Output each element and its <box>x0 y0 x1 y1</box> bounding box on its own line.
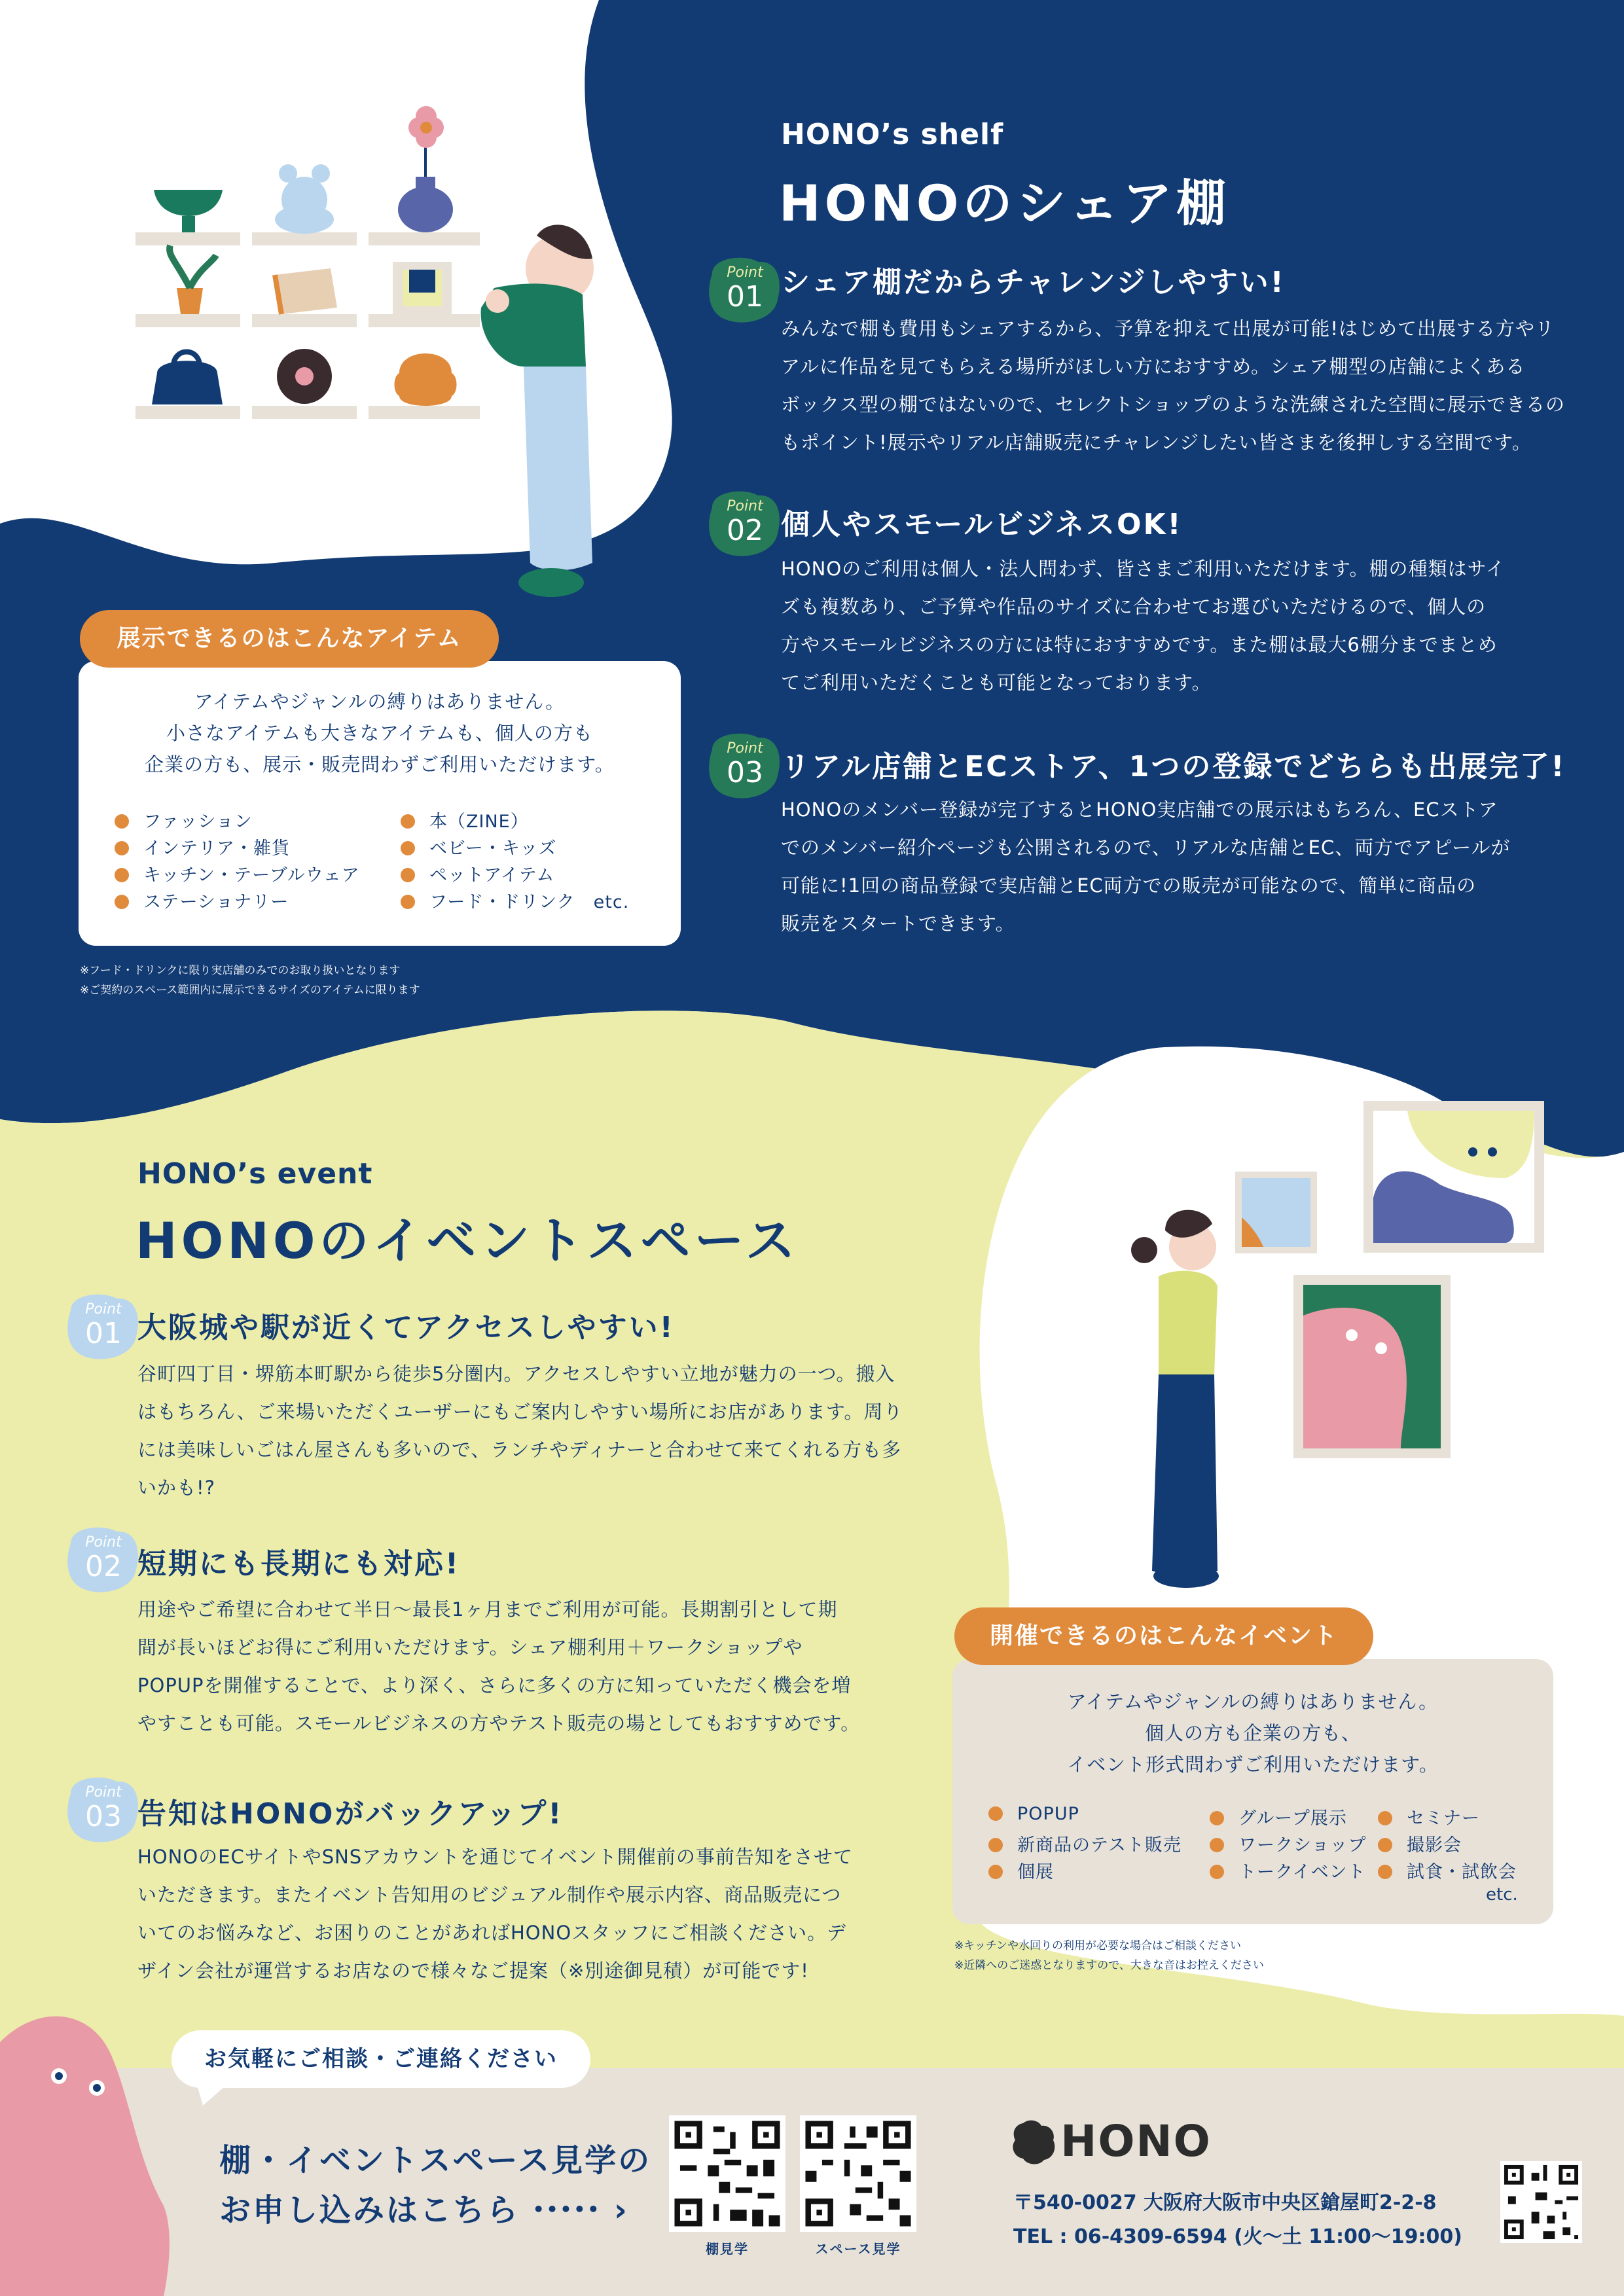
event-eyebrow: HONO’s event <box>137 1157 373 1191</box>
item-bullet: フード・ドリンク etc. <box>401 888 629 913</box>
badge-word: Point <box>727 264 763 281</box>
body-line: HONOのご利用は個人・法人問わず、皆さまご利用いただけます。棚の種類はサイ <box>781 558 1506 580</box>
qr-icon <box>1500 2161 1582 2243</box>
badge-number: 03 <box>85 1800 122 1833</box>
event-point-01-heading: 大阪城や駅が近くてアクセスしやすい! <box>137 1311 675 1344</box>
event-bullet: 個展 <box>988 1857 1054 1883</box>
item-bullet: インテリア・雑貨 <box>115 834 290 859</box>
shelf-point-03-heading: リアル店舗とECストア、1つの登録でどちらも出展完了! <box>781 750 1566 783</box>
intro-line: イベント形式問わずご利用いただけます。 <box>1067 1753 1439 1776</box>
event-bullet: POPUP <box>988 1804 1079 1824</box>
shelf-point-03-body <box>781 791 1586 942</box>
qr-icon <box>800 2115 916 2232</box>
shelf-point-03-badge <box>706 730 784 802</box>
qr-code-space[interactable] <box>800 2115 916 2232</box>
shelf-point-02-badge <box>706 488 784 560</box>
intro-line: アイテムやジャンルの縛りはありません。 <box>194 691 566 713</box>
cta-line2: お申し込みはこちら <box>219 2192 520 2229</box>
body-line: ザイン会社が運営するお店なので様々なご提案（※別途御見積）が可能です! <box>137 1960 809 1982</box>
badge-number: 03 <box>727 756 763 789</box>
qr1-caption: 棚見学 <box>706 2241 749 2257</box>
cta-line1: 棚・イベントスペース見学の <box>219 2142 652 2179</box>
shelf-point-01-heading: シェア棚だからチャレンジしやすい! <box>781 266 1286 299</box>
event-point-02-heading: 短期にも長期にも対応! <box>137 1547 461 1581</box>
badge-word: Point <box>727 740 763 757</box>
qr-code-shelf[interactable] <box>669 2115 785 2232</box>
item-bullet: ペットアイテム <box>401 861 554 886</box>
note-line: ※フード・ドリンクに限り実店舗のみでのお取り扱いとなります <box>80 964 401 977</box>
body-line: 販売をスタートできます。 <box>781 912 1015 935</box>
brand-logo <box>1010 2116 1212 2168</box>
body-line: HONOのECサイトやSNSアカウントを通じてイベント開催前の事前告知をさせて <box>137 1846 853 1868</box>
items-pill: 展示できるのはこんなアイテム <box>80 610 499 668</box>
intro-line: アイテムやジャンルの縛りはありません。 <box>1067 1691 1439 1713</box>
event-point-03-heading: 告知はHONOがバックアップ! <box>137 1797 564 1831</box>
event-point-01-body <box>137 1355 943 1507</box>
body-line: いただきます。またイベント告知用のビジュアル制作や展示内容、商品販売につ <box>137 1884 842 1906</box>
body-line: てご利用いただくことも可能となっております。 <box>781 672 1212 694</box>
event-point-02-badge <box>64 1524 143 1596</box>
shelf-notes <box>80 961 420 1000</box>
body-line: 谷町四丁目・堺筋本町駅から徒歩5分圏内。アクセスしやすい立地が魅力の一つ。搬入 <box>137 1363 895 1385</box>
arrow-icon: › <box>613 2192 629 2229</box>
hono-logo-icon <box>1010 2118 1057 2165</box>
badge-word: Point <box>85 1534 122 1551</box>
brand-name: HONO <box>1060 2116 1212 2166</box>
body-line: でのメンバー紹介ページも公開されるので、リアルな店舗とEC、両方でアピールが <box>781 836 1511 859</box>
badge-word: Point <box>85 1784 122 1801</box>
badge-number: 01 <box>85 1317 122 1350</box>
body-line: 間が長いほどお得にご利用いただけます。シェア棚利用＋ワークショップや <box>137 1636 803 1659</box>
contact-bubble-text: お気軽にご相談・ご連絡ください <box>204 2046 558 2072</box>
body-line: はもちろん、ご来場いただくユーザーにもご案内しやすい場所にお店があります。周り <box>137 1401 903 1423</box>
events-pill: 開催できるのはこんなイベント <box>954 1607 1373 1665</box>
qr2-caption: スペース見学 <box>815 2241 901 2257</box>
body-line: HONOのメンバー登録が完了するとHONO実店舗での展示はもちろん、ECストア <box>781 798 1498 821</box>
badge-number: 01 <box>727 280 763 314</box>
event-point-03-body <box>137 1838 943 1990</box>
event-point-03-badge <box>64 1774 143 1846</box>
body-line: やすことも可能。スモールビジネスの方やテスト販売の場としてもおすすめです。 <box>137 1712 861 1734</box>
address: 〒540-0027 大阪府大阪市中央区鎗屋町2-2-8 <box>1013 2191 1437 2214</box>
body-line: 方やスモールビジネスの方には特におすすめです。また棚は最大6棚分までまとめ <box>781 634 1498 656</box>
event-bullet: グループ展示 <box>1210 1804 1347 1829</box>
body-line: いてのお悩みなど、お困りのことがあればHONOスタッフにご相談ください。デ <box>137 1922 847 1944</box>
body-line: アルに作品を見てもらえる場所がほしい方におすすめ。シェア棚型の店舗によくある <box>781 355 1526 378</box>
note-line: ※ご契約のスペース範囲内に展示できるサイズのアイテムに限ります <box>80 984 420 997</box>
item-bullet: 本（ZINE） <box>401 807 529 833</box>
shelf-point-02-body <box>781 550 1586 702</box>
intro-line: 個人の方も企業の方も、 <box>1144 1722 1361 1744</box>
event-bullet: 撮影会 <box>1378 1831 1462 1856</box>
badge-word: Point <box>727 498 763 514</box>
shelf-point-02-heading: 個人やスモールビジネスOK! <box>781 508 1183 541</box>
badge-number: 02 <box>85 1550 122 1583</box>
body-line: ズも複数あり、ご予算や作品のサイズに合わせてお選びいただけるので、個人の <box>781 596 1487 618</box>
intro-line: 小さなアイテムも大きなアイテムも、個人の方も <box>166 722 593 744</box>
event-notes <box>954 1936 1264 1975</box>
item-bullet: ベビー・キッズ <box>401 834 556 859</box>
qr-icon <box>669 2115 785 2232</box>
qr-code-site[interactable] <box>1500 2161 1582 2243</box>
shelf-eyebrow: HONO’s shelf <box>781 118 1004 151</box>
badge-number: 02 <box>727 514 763 547</box>
shelf-point-01-body <box>781 310 1586 461</box>
body-line: 用途やご希望に合わせて半日〜最長1ヶ月までご利用が可能。長期割引として期 <box>137 1598 838 1621</box>
event-title: HONOのイベントスペース <box>135 1211 799 1270</box>
shelf-point-01-badge <box>706 254 784 326</box>
event-point-01-badge <box>64 1291 143 1363</box>
events-intro <box>952 1686 1553 1780</box>
items-intro <box>79 686 681 780</box>
body-line: ボックス型の棚ではないので、セレクトショップのような洗練された空間に展示できるの <box>781 393 1565 416</box>
event-bullet: 新商品のテスト販売 <box>988 1831 1182 1856</box>
cta-dots: ••••• <box>532 2198 602 2220</box>
note-line: ※キッチンや水回りの利用が必要な場合はご相談ください <box>954 1939 1242 1952</box>
bubble-tail <box>196 2083 229 2109</box>
item-bullet: キッチン・テーブルウェア <box>115 861 360 886</box>
tel: TEL : 06-4309-6594 (火〜土 11:00〜19:00) <box>1013 2225 1462 2248</box>
item-bullet: ステーショナリー <box>115 888 289 913</box>
intro-line: 企業の方も、展示・販売問わずご利用いただけます。 <box>145 753 615 776</box>
body-line: には美味しいごはん屋さんも多いので、ランチやディナーと合わせて来てくれる方も多 <box>137 1439 902 1461</box>
event-bullet: 試食・試飲会 <box>1378 1857 1517 1883</box>
shelf-title: HONOのシェア棚 <box>779 174 1230 232</box>
note-line: ※近隣へのご迷惑となりますので、大きな音はお控えください <box>954 1959 1264 1972</box>
event-bullet: トークイベント <box>1210 1857 1366 1883</box>
body-line: みんなで棚も費用もシェアするから、予算を抑えて出展が可能!はじめて出展する方やリ <box>781 317 1555 340</box>
event-bullet: ワークショップ <box>1210 1831 1366 1856</box>
event-point-02-body <box>137 1590 943 1742</box>
body-line: もポイント!展示やリアル店舗販売にチャレンジしたい皆さまを後押しする空間です。 <box>781 431 1532 454</box>
events-etc: etc. <box>1486 1885 1518 1905</box>
body-line: 可能に!1回の商品登録で実店舗とEC両方での販売が可能なので、簡単に商品の <box>781 874 1477 897</box>
body-line: いかも!? <box>137 1477 216 1499</box>
badge-word: Point <box>85 1301 122 1318</box>
shelf-illustration <box>135 106 594 597</box>
cta-line2-wrap[interactable] <box>219 2185 629 2230</box>
item-bullet: ファッション <box>115 807 253 833</box>
body-line: POPUPを開催することで、より深く、さらに多くの方に知っていただく機会を増 <box>137 1674 852 1696</box>
event-bullet: セミナー <box>1378 1804 1480 1829</box>
